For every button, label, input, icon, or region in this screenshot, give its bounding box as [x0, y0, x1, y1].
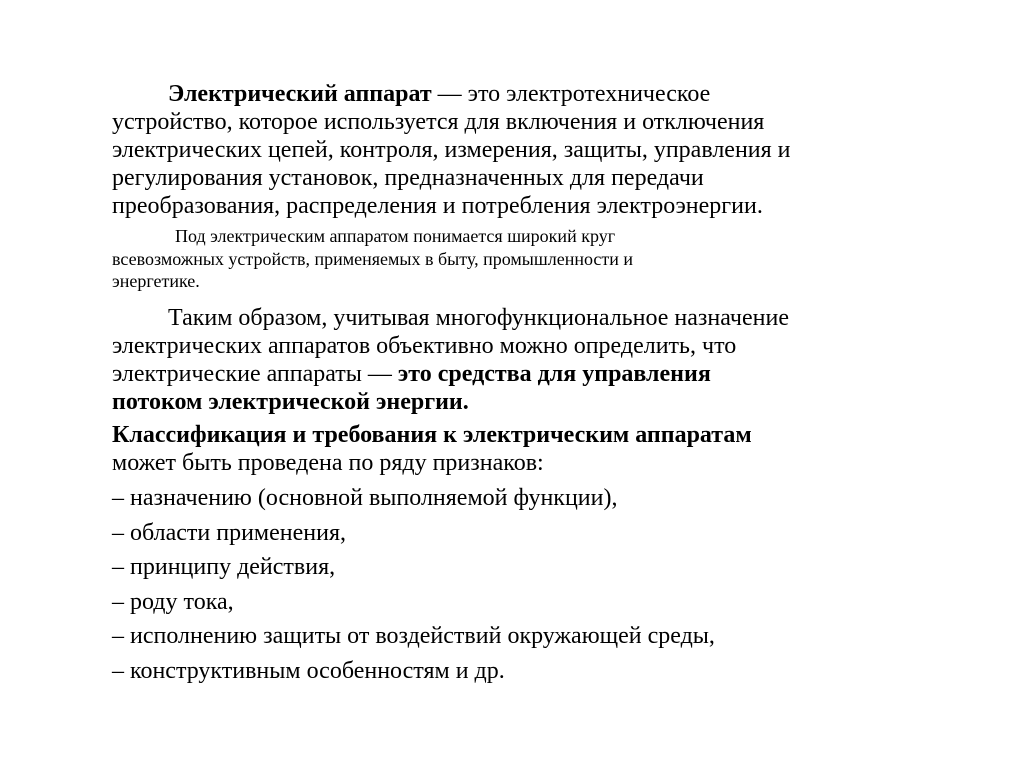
list-item: – назначению (основной выполняемой функции),	[112, 485, 618, 511]
list-item: – роду тока,	[112, 588, 234, 615]
list-item: – области применения,	[112, 519, 346, 546]
definition-term: Электрический аппарат	[168, 81, 432, 107]
conclusion-line-4: потоком электрической энергии.	[112, 389, 469, 415]
definition-line-2: устройство, которое используется для включения и отключения	[112, 109, 765, 135]
scope-line-3: энергетике.	[112, 271, 200, 291]
conclusion-line-2: электрических аппаратов объективно можно определить, что	[112, 333, 737, 359]
list-item: – исполнению защиты от воздействий окружающей среды,	[112, 623, 715, 649]
scope-line-2: всевозможных устройств, применяемых в быту, промышленности и	[112, 248, 634, 269]
criteria-list	[112, 484, 715, 691]
conclusion-line-3	[112, 360, 789, 388]
definition-line-5: преобразования, распределения и потребления электроэнергии.	[112, 193, 763, 219]
definition-paragraph	[112, 80, 791, 220]
definition-line-3: электрических цепей, контроля, измерения, защиты, управления и	[112, 137, 791, 163]
definition-line-1-rest: — это электротехническое	[431, 81, 711, 107]
conclusion-line-1: Таким образом, учитывая многофункциональное назначение	[168, 305, 789, 331]
conclusion-paragraph	[112, 304, 789, 416]
scope-line-1: Под электрическим аппаратом понимается широкий круг	[175, 226, 616, 246]
list-item: – конструктивным особенностям и др.	[112, 657, 505, 684]
conclusion-line-3-bold: это средства для управления	[397, 361, 711, 387]
scope-paragraph	[112, 225, 633, 293]
classification-paragraph	[112, 421, 752, 477]
conclusion-line-3-plain: электрические аппараты —	[112, 361, 398, 387]
classification-intro: может быть проведена по ряду признаков:	[112, 450, 544, 476]
definition-line-4: регулирования установок, предназначенных для передачи	[112, 165, 704, 191]
definition-line-1	[112, 80, 791, 108]
list-item: – принципу действия,	[112, 554, 336, 580]
classification-heading: Классификация и требования к электрическим аппаратам	[112, 422, 752, 448]
